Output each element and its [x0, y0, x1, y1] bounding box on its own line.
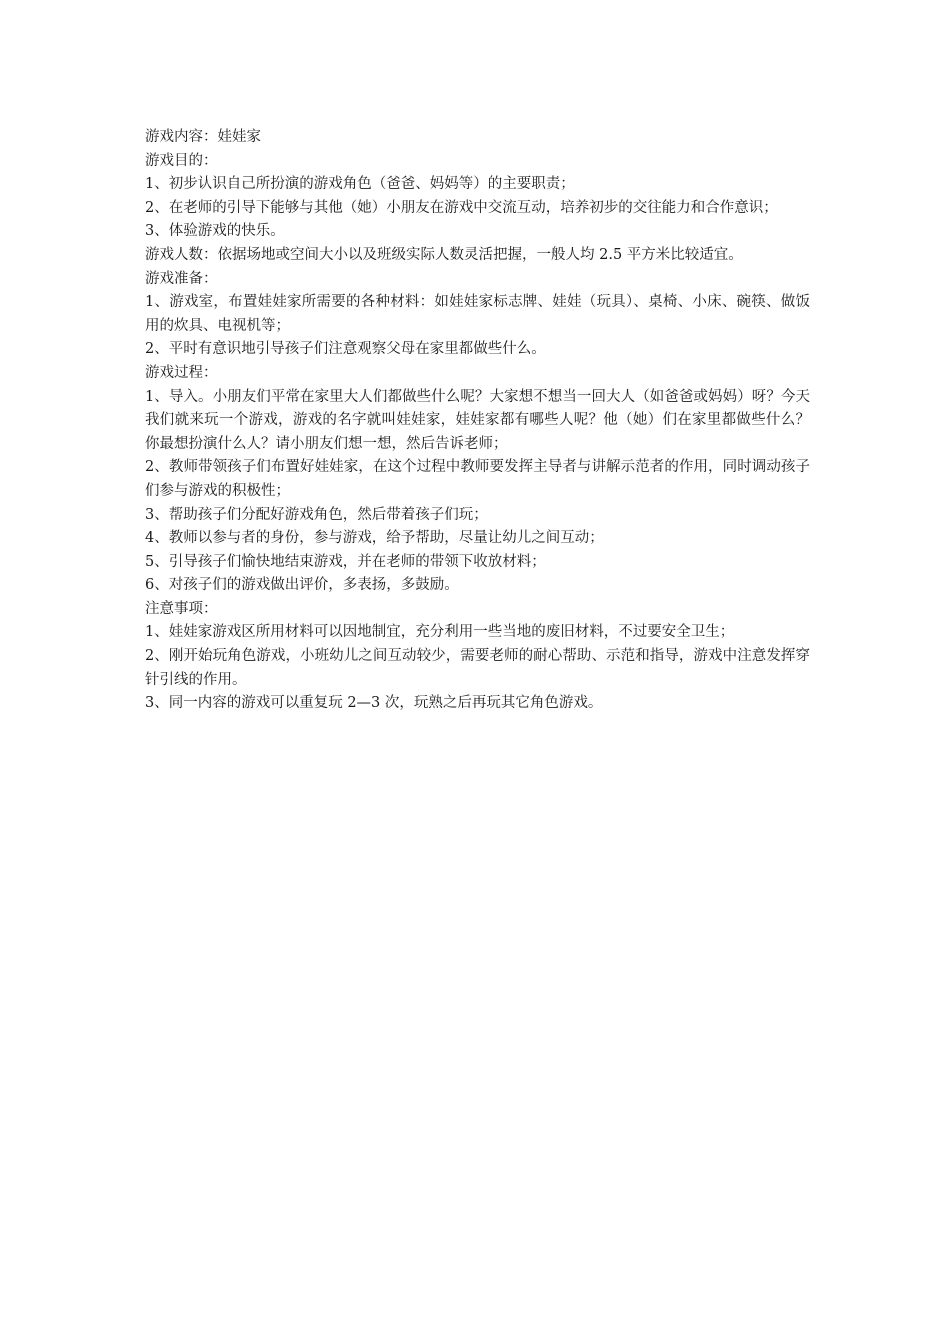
- purpose-item-2: 2、在老师的引导下能够与其他（她）小朋友在游戏中交流互动，培养初步的交往能力和合作意识；: [145, 199, 778, 216]
- document-body: [145, 126, 810, 716]
- section-heading-purpose: 游戏目的：: [145, 152, 218, 169]
- process-item-3: 3、帮助孩子们分配好游戏角色，然后带着孩子们玩；: [145, 506, 488, 523]
- notes-item-3: 3、同一内容的游戏可以重复玩 2—3 次，玩熟之后再玩其它角色游戏。: [145, 695, 603, 712]
- purpose-item-1: 1、初步认识自己所扮演的游戏角色（爸爸、妈妈等）的主要职责；: [145, 176, 575, 193]
- section-heading-notes: 注意事项：: [145, 600, 218, 617]
- process-item-4: 4、教师以参与者的身份，参与游戏，给予帮助，尽量让幼儿之间互动；: [145, 530, 604, 547]
- section-heading-preparation: 游戏准备：: [145, 270, 218, 287]
- section-heading-process: 游戏过程：: [145, 364, 218, 381]
- notes-item-2: 2、刚开始玩角色游戏，小班幼儿之间互动较少，需要老师的耐心帮助、示范和指导，游戏中注意发挥穿针引线的作用。: [145, 648, 810, 688]
- notes-item-1: 1、娃娃家游戏区所用材料可以因地制宜，充分利用一些当地的废旧材料，不过要安全卫生；: [145, 624, 735, 641]
- preparation-item-2: 2、平时有意识地引导孩子们注意观察父母在家里都做些什么。: [145, 341, 546, 358]
- process-item-6: 6、对孩子们的游戏做出评价，多表扬，多鼓励。: [145, 577, 459, 594]
- content-title: 游戏内容：娃娃家: [145, 129, 261, 145]
- process-item-5: 5、引导孩子们愉快地结束游戏，并在老师的带领下收放材料；: [145, 553, 546, 570]
- participants-paragraph: 游戏人数：依据场地或空间大小以及班级实际人数灵活把握，一般人均 2.5 平方米比较适宜。: [145, 246, 743, 263]
- preparation-item-1: 1、游戏室，布置娃娃家所需要的各种材料：如娃娃家标志牌、娃娃（玩具）、桌椅、小床、碗筷、做饭用的炊具、电视机等；: [145, 294, 810, 334]
- purpose-item-3: 3、体验游戏的快乐。: [145, 223, 285, 240]
- process-item-1: 1、导入。小朋友们平常在家里大人们都做些什么呢？大家想不想当一回大人（如爸爸或妈妈）呀？今天我们就来玩一个游戏，游戏的名字就叫娃娃家，娃娃家都有哪些人呢？他（她）们在家里都做些什么？你最想扮演什么人？请小朋友们想一想，然后告诉老师；: [145, 388, 810, 452]
- process-item-2: 2、教师带领孩子们布置好娃娃家，在这个过程中教师要发挥主导者与讲解示范者的作用，同时调动孩子们参与游戏的积极性；: [145, 459, 810, 499]
